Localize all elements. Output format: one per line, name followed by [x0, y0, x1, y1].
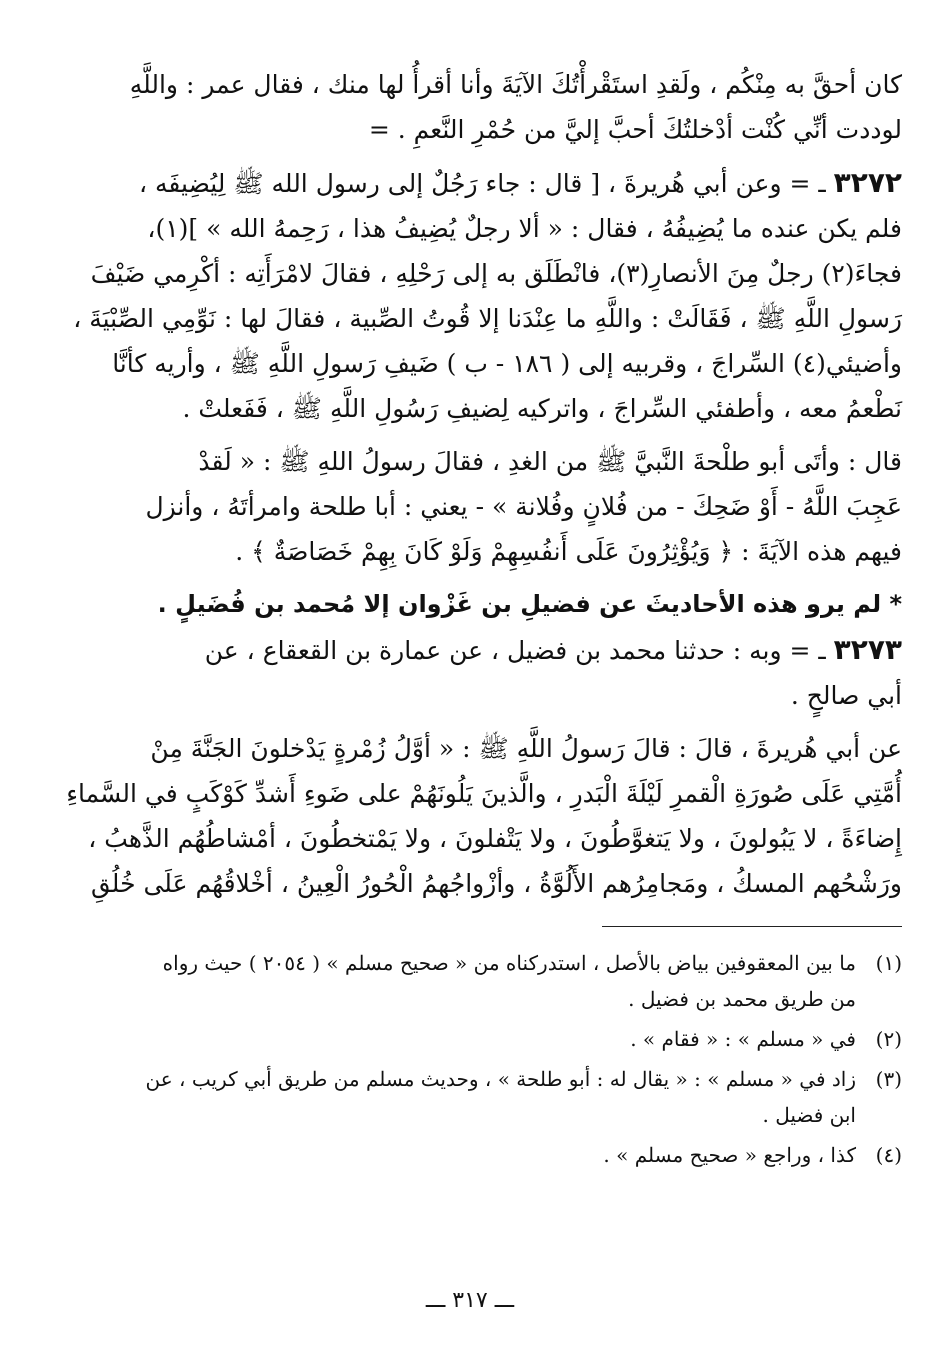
hadith-3273 — [42, 627, 902, 718]
paragraph-continuation-2 — [42, 439, 902, 574]
text-line: كان أحقَّ به مِنْكُم ، ولَقدِ استَقْرأْتُكَ الآيَةَ وأنا أقرأُ لها منك ، فقال عمر : واللَّهِ — [129, 70, 902, 99]
footnote-text — [42, 1061, 856, 1133]
text-line-content: = وعن أبي هُريرةَ ، [ قال : جاء رَجُلٌ إلى رسول الله ﷺ لِيُضِيفَه ، — [138, 169, 811, 198]
hadith-number: ٣٢٧٢ — [833, 166, 902, 199]
footnote-line: في « مسلم » : « فقام » . — [630, 1027, 856, 1051]
text-line: عَجِبَ اللَّهُ - أَوْ ضَحِكَ - من فُلانٍ وفُلانة » - يعني : أبا طلحة وامرأتَهُ ، وأنزل — [145, 492, 902, 521]
footnote-number: (٢) — [875, 1027, 902, 1051]
page-number: ـــ ٣١٧ ـــ — [425, 1288, 515, 1313]
text-line: نَطْعمُ معه ، وأطفئي السِّراجَ ، واتركيه لِضيفِ رَسُولِ اللَّهِ ﷺ ، فَفَعلتْ . — [182, 394, 902, 423]
hadith-3272 — [42, 160, 902, 431]
text-line: فيهم هذه الآيَةَ : ﴿ وَيُؤْثِرُونَ عَلَى أَنفُسِهِمْ وَلَوْ كَانَ بِهِمْ خَصَاصَةٌ ﴾ . — [235, 537, 902, 566]
text-line: عن أبي هُريرةَ ، قالَ : قالَ رَسولُ اللَّهِ ﷺ : « أوَّلُ زُمْرةٍ يَدْخلونَ الجَنَّةَ مِنْ — [150, 734, 902, 763]
paragraph-continuation — [42, 62, 902, 152]
hadith-number: ٣٢٧٣ — [833, 633, 902, 666]
main-text — [42, 62, 902, 906]
footnote-text — [42, 1021, 856, 1057]
footnote-text — [42, 945, 856, 1017]
footnotes — [42, 945, 902, 1173]
footnote-line: زاد في « مسلم » : « يقال له : أبو طلحة » ، وحديث مسلم من طريق أبي كريب ، عن — [145, 1067, 856, 1091]
text-line: ورَشْحُهم المسكُ ، ومَجامِرُهم الأَلُوَّةُ ، وأزْواجُهمُ الْحُورُ الْعِينُ ، أخْلاقُهُم عَلَى خُلُقِ — [90, 869, 902, 898]
text-line: قال : وأتَى أبو طلْحةَ النَّبيَّ ﷺ من الغدِ ، فقالَ رسولُ اللهِ ﷺ : « لَقدْ — [198, 447, 902, 476]
footnote-line: ما بين المعقوفين بياض بالأصل ، استدركناه من « صحيح مسلم » ( ٢٠٥٤ ) حيث رواه — [162, 951, 856, 975]
footnote-text — [42, 1137, 856, 1173]
footnote — [42, 1061, 902, 1133]
text-line-content: = وبه : حدثنا محمد بن فضيل ، عن عمارة بن القعقاع ، عن — [204, 636, 811, 665]
footnote — [42, 945, 902, 1017]
paragraph-hadith-text — [42, 726, 902, 906]
footnote-number: (٤) — [875, 1143, 902, 1167]
footnote-number: (١) — [875, 951, 902, 975]
footnote-divider — [602, 926, 902, 927]
footnote-line: من طريق محمد بن فضيل . — [628, 987, 856, 1011]
text-line: رَسولِ اللَّهِ ﷺ ، فَقَالَتْ : واللَّهِ ما عِنْدَنا إلا قُوتُ الصِّبية ، فقالَ لها : نَوِّمِي الصِّبْيَةَ ، — [73, 304, 902, 333]
section-heading: * لم يرو هذه الأحاديثَ عن فضيلِ بن غَزْوان إلا مُحمد بن فُضَيلٍ . — [157, 590, 902, 618]
text-line: وأضيئي(٤) السِّراجَ ، وقربيه إلى ( ١٨٦ - ب ) ضَيفِ رَسولِ اللَّهِ ﷺ ، وأريه كأنَّا — [112, 349, 902, 378]
text-line: فجاءَ(٢) رجلٌ مِنَ الأنصارِ(٣)، فانْطَلَق به إلى رَحْلِهِ ، فقالَ لامْرَأَتِه : أكْرِمي ضَيْفَ — [90, 259, 902, 288]
footnote-number: (٣) — [875, 1067, 902, 1091]
footnote — [42, 1021, 902, 1057]
text-line: فلم يكن عنده ما يُضِيفُهُ ، فقال : « ألا رجلٌ يُضِيفُ هذا ، رَحِمهُ الله » ](١)، — [147, 214, 902, 243]
footnote — [42, 1137, 902, 1173]
text-line: لوددت أنِّي كُنْت أدْخلتُكَ أحبَّ إليَّ من حُمْرِ النَّعمِ . = — [368, 115, 902, 144]
text-line: إِضاءَةً ، لا يَبُولونَ ، ولا يَتغوَّطُونَ ، ولا يَتْفلونَ ، ولا يَمْتخطُونَ ، أمْشاطُهُم الذَّهبُ ، — [88, 824, 902, 853]
text-line: أُمَّتِي عَلَى صُورَةِ الْقمرِ لَيْلَةَ الْبَدرِ ، والَّذينَ يَلُونَهُمْ على ضَوءِ أَشدِّ كَوْكَبٍ في السَّماءِ — [66, 779, 902, 808]
footnote-line: كذا ، وراجع « صحيح مسلم » . — [603, 1143, 856, 1167]
text-line: ٣٢٧٣ ـ = وبه : حدثنا محمد بن فضيل ، عن عمارة بن القعقاع ، عن — [204, 633, 902, 666]
text-line: ٣٢٧٢ ـ = وعن أبي هُريرةَ ، [ قال : جاء رَجُلٌ إلى رسول الله ﷺ لِيُضِيفَه ، — [138, 166, 902, 199]
text-line: أبي صالحٍ . — [790, 681, 902, 710]
footnote-line: ابن فضيل . — [762, 1103, 856, 1127]
